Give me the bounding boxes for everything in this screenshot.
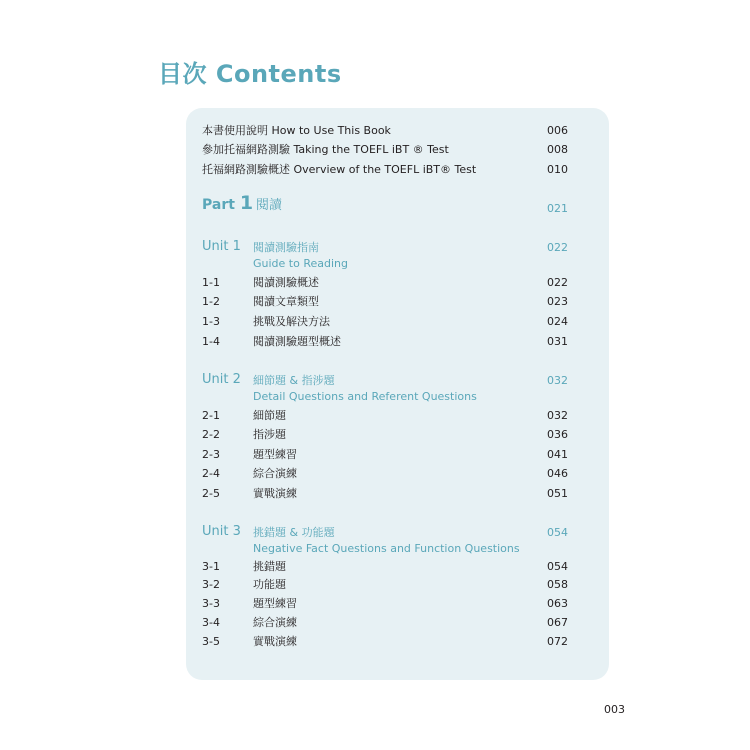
toc-entry-title: 托福網路測驗概述 Overview of the TOEFL iBT® Test xyxy=(202,163,477,176)
unit-heading[interactable] xyxy=(202,240,568,272)
unit-title-zh: 挑錯題 & 功能題 xyxy=(253,526,335,539)
section-number: 3-2 xyxy=(202,578,220,591)
section-page: 072 xyxy=(547,635,568,648)
section-number: 2-5 xyxy=(202,487,220,500)
unit-title-en: Negative Fact Questions and Function Questions xyxy=(253,542,520,555)
section-title: 題型練習 xyxy=(253,448,297,461)
section-page: 031 xyxy=(547,335,568,348)
toc-entry-page: 006 xyxy=(547,124,568,137)
unit-page: 054 xyxy=(547,526,568,539)
section-page: 036 xyxy=(547,428,568,441)
part-page: 021 xyxy=(547,202,568,215)
section-title: 綜合演練 xyxy=(253,616,297,629)
section-number: 3-3 xyxy=(202,597,220,610)
section-number: 3-5 xyxy=(202,635,220,648)
section-title: 題型練習 xyxy=(253,597,297,610)
section-title: 指涉題 xyxy=(253,428,286,441)
toc-entry-title: 參加托福網路測驗 Taking the TOEFL iBT ® Test xyxy=(202,143,449,156)
unit-title-en: Guide to Reading xyxy=(253,257,348,270)
section-page: 023 xyxy=(547,295,568,308)
section-title: 功能題 xyxy=(253,578,286,591)
unit-title-zh: 細節題 & 指涉題 xyxy=(253,374,335,387)
section-title: 實戰演練 xyxy=(253,635,297,648)
toc-entry-title: 本書使用說明 How to Use This Book xyxy=(202,124,391,137)
section-number: 3-1 xyxy=(202,560,220,573)
section-page: 041 xyxy=(547,448,568,461)
unit-label: Unit 1 xyxy=(202,239,241,254)
section-page: 063 xyxy=(547,597,568,610)
section-number: 3-4 xyxy=(202,616,220,629)
section-page: 024 xyxy=(547,315,568,328)
section-title: 閱讀文章類型 xyxy=(253,295,319,308)
toc-entry-page: 010 xyxy=(547,163,568,176)
section-page: 051 xyxy=(547,487,568,500)
section-page: 067 xyxy=(547,616,568,629)
section-number: 2-1 xyxy=(202,409,220,422)
section-number: 2-4 xyxy=(202,467,220,480)
section-page: 046 xyxy=(547,467,568,480)
section-title: 綜合演練 xyxy=(253,467,297,480)
unit-page: 022 xyxy=(547,241,568,254)
unit-label: Unit 2 xyxy=(202,372,241,387)
page-number: 003 xyxy=(604,703,625,716)
section-title: 挑錯題 xyxy=(253,560,286,573)
unit-page: 032 xyxy=(547,374,568,387)
unit-title-zh: 閱讀測驗指南 xyxy=(253,241,319,254)
unit-label: Unit 3 xyxy=(202,524,241,539)
section-number: 1-4 xyxy=(202,335,220,348)
section-number: 1-3 xyxy=(202,315,220,328)
part-label: Part 1 xyxy=(202,192,254,214)
page-title: 目次 Contents xyxy=(158,60,342,88)
section-title: 細節題 xyxy=(253,409,286,422)
section-title: 挑戰及解決方法 xyxy=(253,315,330,328)
part-number: 1 xyxy=(239,192,254,214)
section-title: 閱讀測驗題型概述 xyxy=(253,335,341,348)
toc-entry-page: 008 xyxy=(547,143,568,156)
unit-heading[interactable] xyxy=(202,373,568,405)
section-number: 2-3 xyxy=(202,448,220,461)
section-page: 032 xyxy=(547,409,568,422)
section-title: 閱讀測驗概述 xyxy=(253,276,319,289)
section-page: 022 xyxy=(547,276,568,289)
section-page: 058 xyxy=(547,578,568,591)
part-title: 閱讀 xyxy=(256,198,283,213)
unit-heading[interactable] xyxy=(202,525,568,557)
section-number: 2-2 xyxy=(202,428,220,441)
section-page: 054 xyxy=(547,560,568,573)
unit-title-en: Detail Questions and Referent Questions xyxy=(253,390,477,403)
section-number: 1-1 xyxy=(202,276,220,289)
section-title: 實戰演練 xyxy=(253,487,297,500)
section-number: 1-2 xyxy=(202,295,220,308)
